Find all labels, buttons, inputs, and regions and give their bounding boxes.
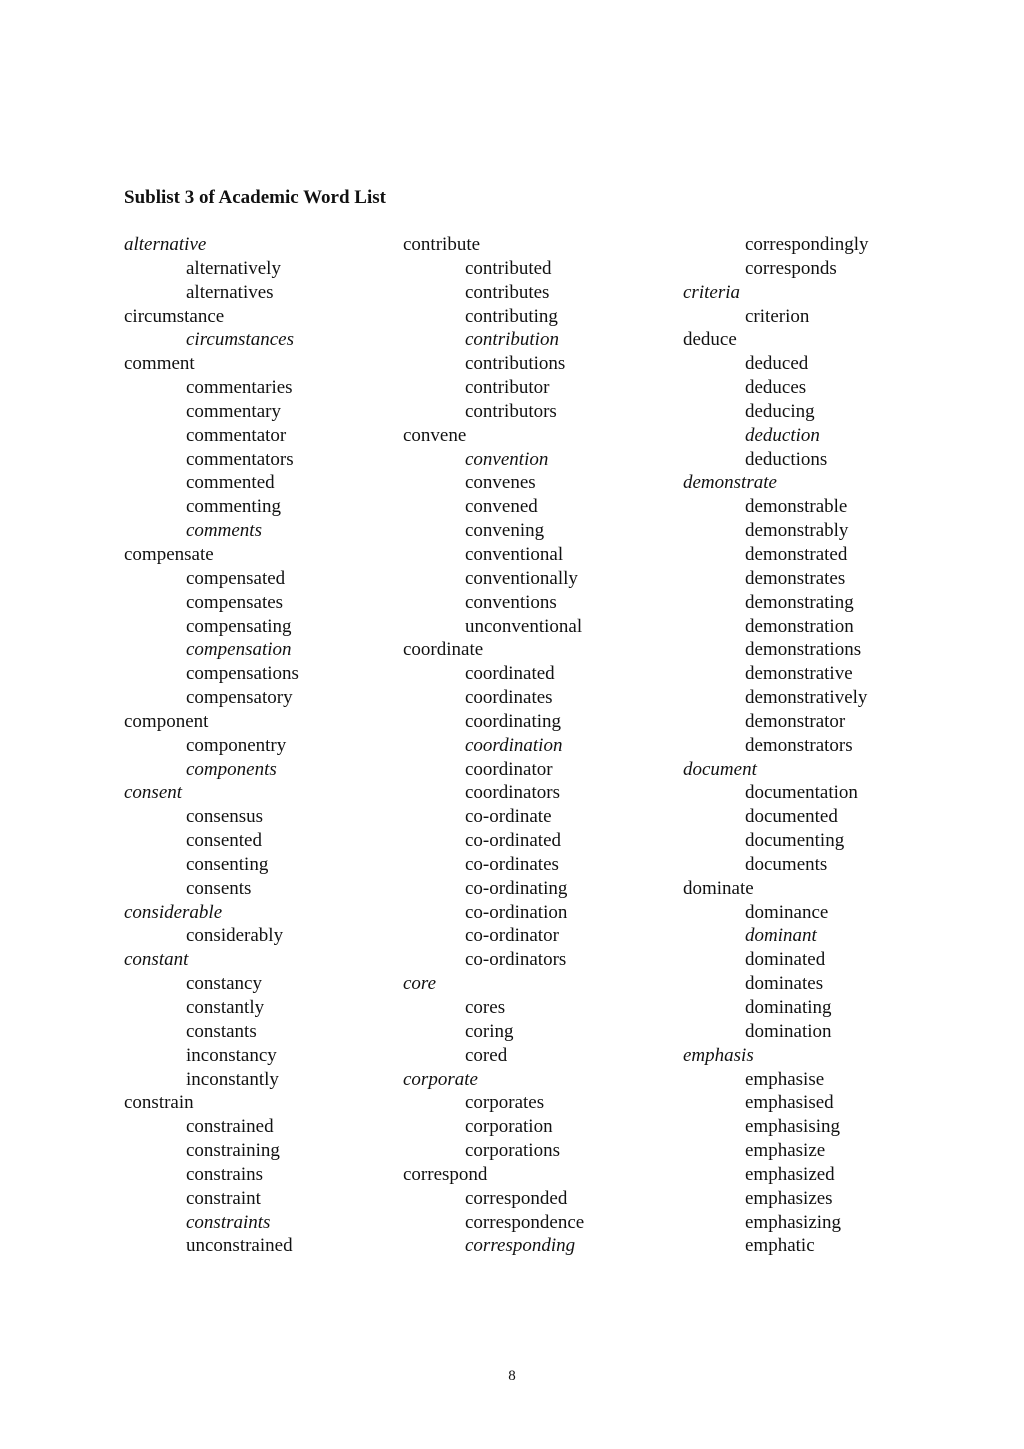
word-family-member: circumstances [186,329,294,351]
word-family-member: contributing [465,305,558,327]
word-family-member: constraint [186,1187,261,1209]
word-family-member: commentary [186,400,281,422]
word-family-member: constantly [186,997,265,1018]
word-list-column-3 [683,233,868,1258]
word-family-member: emphasising [745,1116,840,1138]
headword: coordinate [403,639,484,661]
word-family-member: compensated [186,567,286,589]
word-family-member: co-ordinator [465,925,559,947]
headword: core [403,973,437,995]
word-family-member: emphasizing [745,1211,842,1233]
word-family-member: deducing [745,400,815,422]
word-family-member: demonstrator [745,710,846,732]
word-family-member: co-ordinate [465,806,552,828]
word-family-member: convened [465,496,538,518]
word-family-member: unconstrained [186,1235,293,1257]
word-family-member: corresponding [465,1235,576,1257]
word-family-member: co-ordinating [465,877,568,899]
word-family-member: demonstrates [745,567,846,589]
word-family-member: demonstration [745,615,854,637]
word-family-member: emphasise [745,1068,825,1090]
word-family-member: considerably [186,925,284,947]
word-list-column-2 [403,233,584,1258]
word-family-member: commentators [186,448,294,470]
word-family-member: conventional [465,543,564,565]
word-family-member: unconventional [465,615,583,637]
word-family-member: contributor [465,377,550,399]
word-family-member: demonstrators [745,734,853,756]
word-family-member: correspondence [465,1211,585,1233]
word-family-member: deductions [745,448,828,470]
word-family-member: corresponded [465,1187,568,1209]
word-family-member: comments [186,520,262,542]
word-family-member: consensus [186,806,264,828]
word-family-member: coordinators [465,782,560,804]
word-family-member: commentator [186,424,287,446]
word-family-member: criterion [745,305,810,327]
word-family-member: commented [186,472,275,494]
headword: constrain [124,1092,194,1114]
headword: emphasis [683,1044,754,1066]
headword: consent [124,782,183,804]
word-family-member: demonstrable [745,496,848,518]
word-family-member: conventionally [465,567,578,589]
headword: convene [403,424,467,446]
word-family-member: constraining [186,1140,280,1162]
word-family-member: contributors [465,400,557,422]
word-family-member: contributions [465,353,566,375]
word-family-member: corporation [465,1116,553,1138]
headword: dominate [683,877,754,899]
word-family-member: emphasized [745,1163,835,1185]
word-family-member: dominant [745,925,817,947]
headword: comment [124,353,195,375]
word-family-member: demonstrative [745,663,853,685]
word-family-member: components [186,758,277,780]
headword: circumstance [124,305,225,327]
word-family-member: dominated [745,949,826,971]
word-family-member: co-ordinates [465,853,559,875]
word-family-member: convening [465,520,545,542]
word-family-member: documenting [745,830,845,852]
word-family-member: dominance [745,901,829,923]
word-family-member: domination [745,1020,832,1042]
word-family-member: coordinating [465,710,562,732]
word-family-member: convention [465,448,549,470]
word-family-member: co-ordinators [465,949,567,971]
word-family-member: coordinates [465,687,553,709]
word-family-member: consenting [186,853,269,875]
word-family-member: constraints [186,1211,271,1233]
word-family-member: consented [186,830,262,852]
word-family-member: coordinated [465,663,555,685]
word-family-member: constants [186,1020,257,1042]
headword: constant [124,949,189,971]
word-family-member: deduces [745,377,807,399]
headword: corporate [403,1068,478,1090]
word-family-member: demonstrations [745,639,862,661]
word-list-column-1 [124,233,299,1258]
word-family-member: contribution [465,329,559,351]
word-family-member: dominates [745,973,824,995]
word-family-member: constancy [186,973,262,995]
word-family-member: coordination [465,734,563,756]
word-family-member: corporates [465,1092,545,1114]
word-family-member: contributes [465,281,550,303]
word-family-member: inconstantly [186,1068,279,1090]
word-family-member: consents [186,877,252,899]
word-family-member: demonstrably [745,520,849,542]
word-family-member: emphasizes [745,1187,833,1209]
word-family-member: corporations [465,1140,560,1162]
page-number: 8 [508,1368,516,1384]
word-family-member: corresponds [745,257,837,279]
word-family-member: emphasised [745,1092,834,1114]
word-family-member: compensations [186,663,299,685]
word-family-member: emphatic [745,1235,815,1257]
word-family-member: documents [745,853,828,875]
word-family-member: cored [465,1044,508,1066]
word-family-member: documented [745,806,838,828]
word-family-member: deduced [745,353,809,375]
word-family-member: constrains [186,1163,264,1185]
word-family-member: componentry [186,734,287,756]
headword: compensate [124,543,214,565]
word-family-member: cores [465,997,506,1018]
word-family-member: coordinator [465,758,553,780]
word-family-member: constrained [186,1116,274,1138]
word-family-member: demonstratively [745,687,868,709]
word-family-member: documentation [745,782,858,804]
headword: contribute [403,234,481,255]
headword: document [683,758,757,780]
word-family-member: dominating [745,997,832,1018]
headword: criteria [683,281,740,303]
headword: alternative [124,234,207,255]
word-family-member: convenes [465,472,536,494]
word-family-member: deduction [745,424,820,446]
page-title: Sublist 3 of Academic Word List [124,187,386,208]
word-family-member: co-ordination [465,901,568,923]
word-family-member: demonstrated [745,543,848,565]
word-family-member: correspondingly [745,234,869,255]
word-family-member: commenting [186,496,281,518]
headword: considerable [124,901,223,923]
word-family-member: inconstancy [186,1044,277,1066]
headword: deduce [683,329,737,351]
word-family-member: conventions [465,591,557,613]
headword: demonstrate [683,472,777,494]
word-family-member: emphasize [745,1140,826,1162]
word-family-member: demonstrating [745,591,854,613]
word-family-member: coring [465,1020,514,1042]
word-family-member: compensates [186,591,284,613]
word-family-member: commentaries [186,377,293,399]
word-family-member: alternatively [186,257,281,279]
word-family-member: compensation [186,639,292,661]
headword: component [124,710,209,732]
headword: correspond [403,1163,488,1185]
word-family-member: contributed [465,257,552,279]
word-family-member: compensatory [186,687,293,709]
word-family-member: alternatives [186,281,274,303]
word-family-member: co-ordinated [465,830,562,852]
word-family-member: compensating [186,615,292,637]
